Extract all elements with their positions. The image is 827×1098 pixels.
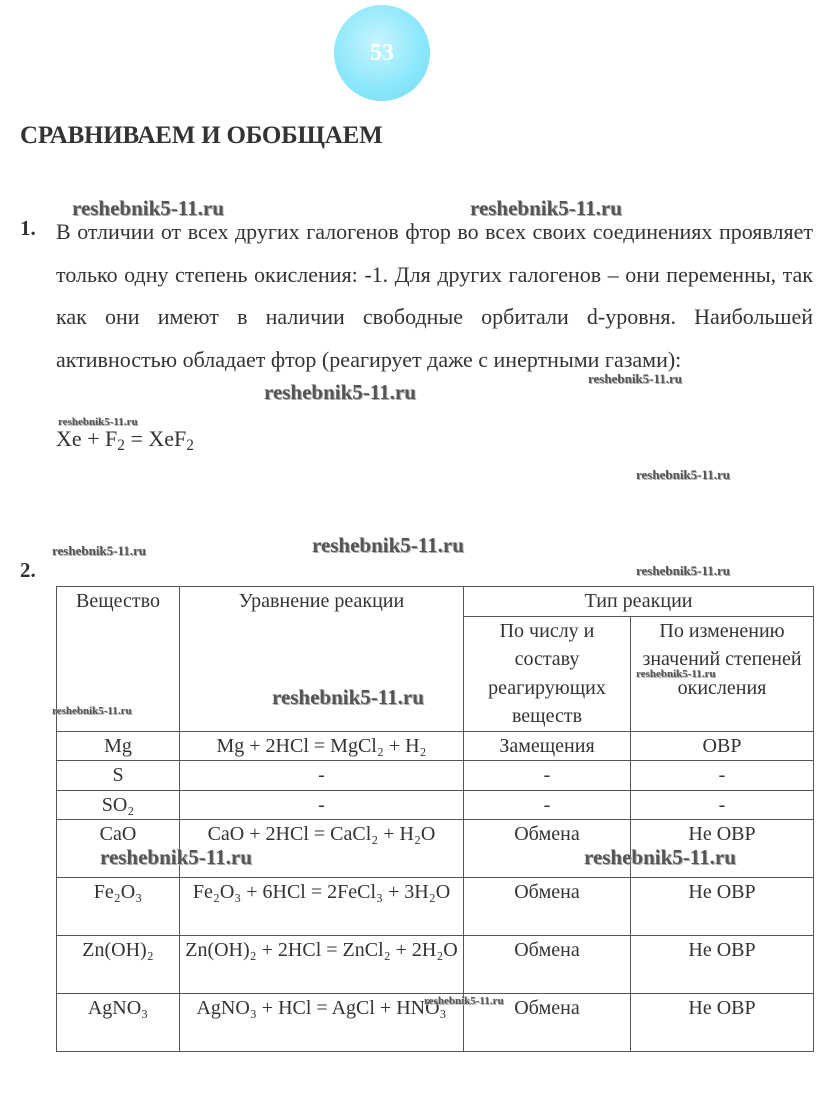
cell-equation: Zn(OH)₂ + 2HCl = ZnCl₂ + 2H₂O (180, 936, 464, 994)
table-row (57, 936, 814, 994)
equation-sub-a: 2 (117, 436, 125, 454)
cell-oxidation: Не ОВР (631, 936, 814, 994)
watermark: reshebnik5-11.ru (58, 416, 138, 428)
section-heading: СРАВНИВАЕМ И ОБОБЩАЕМ (20, 122, 383, 149)
cell-composition: Обмена (464, 936, 631, 994)
cell-substance: Mg (57, 731, 180, 761)
reaction-table (56, 586, 814, 1052)
cell-equation: CaO + 2HCl = CaCl₂ + H₂O (180, 820, 464, 878)
cell-composition: Обмена (464, 994, 631, 1052)
table-row (57, 878, 814, 936)
header-reaction-type: Тип реакции (464, 587, 814, 617)
table-row (57, 731, 814, 761)
cell-composition: - (464, 790, 631, 820)
header-equation: Уравнение реакции (180, 587, 464, 732)
watermark: reshebnik5-11.ru (636, 668, 716, 680)
cell-substance: Fe₂O₃ (57, 878, 180, 936)
watermark: reshebnik5-11.ru (72, 196, 224, 220)
cell-oxidation: - (631, 761, 814, 791)
header-substance: Вещество (57, 587, 180, 732)
watermark: reshebnik5-11.ru (636, 467, 731, 482)
cell-composition: Обмена (464, 878, 631, 936)
cell-composition: Замещения (464, 731, 631, 761)
watermark: reshebnik5-11.ru (584, 845, 736, 869)
cell-substance: Zn(OH)₂ (57, 936, 180, 994)
cell-substance: S (57, 761, 180, 791)
page-number-badge (334, 5, 430, 101)
task-1-paragraph: В отличии от всех других галогенов фтор во всех своих соединениях проявляет только одну степень окисления: -1. Для других галогенов – они переменны, так как они имеют в наличии свободные орбитали d-уровня. Наибольшей активностью обладает фтор (реагирует даже с инертными газами): (56, 219, 813, 372)
watermark: reshebnik5-11.ru (52, 543, 147, 558)
cell-composition: - (464, 761, 631, 791)
watermark: reshebnik5-11.ru (312, 533, 464, 557)
cell-substance: AgNO₃ (57, 994, 180, 1052)
cell-equation: Mg + 2HCl = MgCl₂ + H₂ (180, 731, 464, 761)
task-1-equation (56, 426, 194, 452)
cell-equation: - (180, 790, 464, 820)
watermark: reshebnik5-11.ru (272, 685, 424, 709)
task-1-number: 1. (20, 216, 36, 240)
cell-oxidation: - (631, 790, 814, 820)
table-row (57, 790, 814, 820)
equation-part-a: Xe + F (56, 426, 118, 451)
task-2-number: 2. (20, 558, 36, 582)
equation-sub-b: 2 (186, 436, 194, 454)
watermark: reshebnik5-11.ru (52, 705, 132, 717)
cell-oxidation: ОВР (631, 731, 814, 761)
equation-part-b: = XeF (125, 426, 187, 451)
page-number: 53 (370, 39, 394, 66)
watermark: reshebnik5-11.ru (636, 563, 731, 578)
watermark: reshebnik5-11.ru (588, 371, 683, 386)
header-by-oxidation: По изменению значений степеней окисления (631, 616, 814, 731)
cell-substance: SO₂ (57, 790, 180, 820)
cell-oxidation: Не ОВР (631, 878, 814, 936)
watermark: reshebnik5-11.ru (264, 380, 416, 404)
cell-equation: - (180, 761, 464, 791)
watermark: reshebnik5-11.ru (470, 196, 622, 220)
cell-oxidation: Не ОВР (631, 820, 814, 878)
watermark: reshebnik5-11.ru (424, 995, 504, 1007)
watermark: reshebnik5-11.ru (100, 845, 252, 869)
table-row (57, 761, 814, 791)
cell-composition: Обмена (464, 820, 631, 878)
cell-equation: AgNO₃ + HCl = AgCl + HNO₃ (180, 994, 464, 1052)
cell-substance: CaO (57, 820, 180, 878)
cell-oxidation: Не ОВР (631, 994, 814, 1052)
cell-equation: Fe₂O₃ + 6HCl = 2FeCl₃ + 3H₂O (180, 878, 464, 936)
header-by-composition: По числу и составу реагирующих веществ (464, 616, 631, 731)
